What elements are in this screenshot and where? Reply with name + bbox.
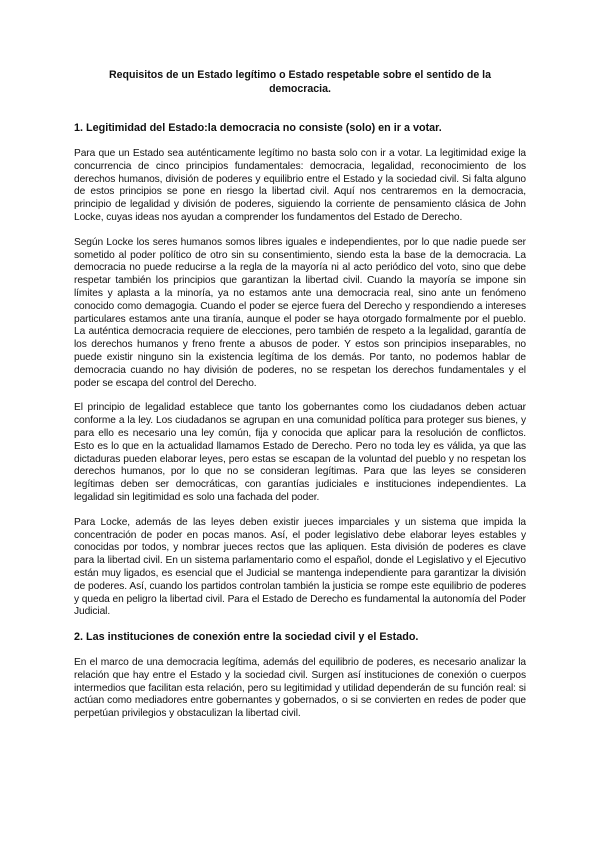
section-1-paragraph-1: Para que un Estado sea auténticamente legítimo no basta solo con ir a votar. La legitimidad exige la concurrencia de cinco principios fundamentales: democracia, legalidad, reconocimiento de los derechos humanos, división de poderes y equilibrio entre el Estado y la sociedad civil. Si falta alguno de estos principios se pone en riesgo la libertad civil. Aquí nos centraremos en la democracia, principio de legalidad y división de poderes, siguiendo la corriente de pensamiento clásica de John Locke, cuyas ideas nos ayudan a comprender los fundamentos del Estado de Derecho.	[74, 148, 526, 223]
section-2-heading: 2. Las instituciones de conexión entre la sociedad civil y el Estado.	[74, 631, 419, 644]
section-1-paragraph-4: Para Locke, además de las leyes deben existir jueces imparciales y un sistema que impida la concentración de poder en pocas manos. Así, el poder legislativo debe elaborar leyes estables y conocidas por todos, y nombrar jueces rectos que las apliquen. Esta división de poderes es clave para la libertad civil. En un sistema parlamentario como el español, donde el Legislativo y el Ejecutivo están muy ligados, es esencial que el Judicial se mantenga independiente para garantizar la división de poderes. Así, cuando los partidos controlan también la justicia se rompe este equilibrio de poderes y queda en peligro la libertad civil. Para el Estado de Derecho es fundamental la autonomía del Poder Judicial.	[74, 516, 526, 618]
section-1-paragraph-3: El principio de legalidad establece que tanto los gobernantes como los ciudadanos deben actuar conforme a la ley. Los ciudadanos se agrupan en una comunidad política para proteger sus bienes, y para ello es necesario una ley común, fija y conocida que aplicar para la resolución de conflictos. Esto es lo que en la actualidad llamamos Estado de Derecho. Pero no toda ley es válida, ya que las dictaduras pueden elaborar leyes, pero estas se escapan de la voluntad del pueblo y no respetan los derechos humanos, por lo que no se consideran legítimas. Para que las leyes se consideren legítimas deben ser democráticas, con garantías judiciales e instituciones independientes. La legalidad sin legitimidad es solo una fachada del poder.	[74, 402, 526, 503]
section-1-paragraph-2: Según Locke los seres humanos somos libres iguales e independientes, por lo que nadie puede ser sometido al poder político de otro sin su consentimiento, siendo esta la base de la democracia. La democracia no puede reducirse a la regla de la mayoría ni al acto periódico del voto, sino que debe respetar también los principios que garantizan la libertad civil. Cuando la mayoría se impone sin límites y aplasta a la minoría, ya no estamos ante una democracia real, sino ante un fenómeno conocido como demagogia. Cuando el poder se ejerce fuera del Derecho y respondiendo a intereses particulares estamos ante una tiranía, aunque el poder se haya otorgado formalmente por el pueblo. La auténtica democracia requiere de elecciones, pero también de respeto a la legalidad, garantía de los derechos humanos y freno frente a abusos de poder. Y estos son principios inseparables, no puede existir ninguno sin la existencia legítima de los demás. Por tanto, no podemos hablar de democracia cuando no hay división de poderes, no se respetan los derechos fundamentales y el poder se escapa del control del Derecho.	[74, 236, 526, 389]
section-1-heading: 1. Legitimidad del Estado:la democracia no consiste (solo) en ir a votar.	[74, 122, 442, 134]
section-2-paragraph-1: En el marco de una democracia legítima, además del equilibrio de poderes, es necesario analizar la relación que hay entre el Estado y la sociedad civil. Surgen así instituciones de conexión o cuerpos intermedios que facilitan esta relación, pero su legitimidad y utilidad dependerán de su función real: si actúan como mediadores entre gobernantes y gobernados, o si se convierten en redes de poder que perpetúan privilegios y obstaculizan la libertad civil.	[74, 657, 526, 720]
document-title: Requisitos de un Estado legítimo o Estado respetable sobre el sentido de la democracia.	[108, 69, 492, 95]
